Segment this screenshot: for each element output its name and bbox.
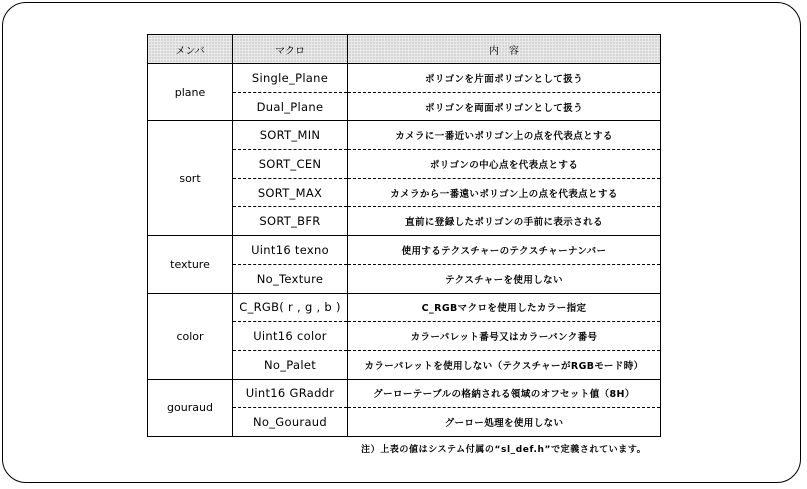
description-cell: グーロー処理を使用しない [348,408,661,437]
table-row [148,379,661,408]
macro-cell: Uint16 GRaddr [233,379,348,408]
table-row [148,236,661,265]
member-cell: gouraud [148,379,233,436]
description-cell: ポリゴンの中心点を代表点とする [348,150,661,179]
table-row [148,121,661,150]
macro-cell: No_Palet [233,350,348,379]
description-cell: テクスチャーを使用しない [348,264,661,293]
description-cell: グーローテーブルの格納される領域のオフセット値（8H） [348,379,661,408]
description-cell: ポリゴンを片面ポリゴンとして扱う [348,64,661,93]
macro-cell: C_RGB( r , g , b ) [233,293,348,322]
macro-cell: No_Gouraud [233,408,348,437]
macro-cell: Dual_Plane [233,92,348,121]
description-cell: C_RGBマクロを使用したカラー指定 [348,293,661,322]
macro-cell: SORT_BFR [233,207,348,236]
macro-cell: Single_Plane [233,64,348,93]
macro-cell: SORT_CEN [233,150,348,179]
member-cell: texture [148,236,233,293]
description-cell: カラーパレット番号又はカラーバンク番号 [348,322,661,351]
header-description: 内 容 [348,35,661,64]
macro-cell: Uint16 texno [233,236,348,265]
table-header-row [148,35,661,64]
description-cell: 直前に登録したポリゴンの手前に表示される [348,207,661,236]
description-cell: 使用するテクスチャーのテクスチャーナンバー [348,236,661,265]
description-cell: カメラから一番遠いポリゴン上の点を代表点とする [348,178,661,207]
member-cell: plane [148,64,233,121]
description-cell: ポリゴンを両面ポリゴンとして扱う [348,92,661,121]
member-cell: sort [148,121,233,236]
member-cell: color [148,293,233,379]
table-row [148,64,661,93]
table-row [148,293,661,322]
attribute-table [147,34,661,437]
description-cell: カメラに一番近いポリゴン上の点を代表点とする [348,121,661,150]
header-member: メンバ [148,35,233,64]
macro-cell: SORT_MAX [233,178,348,207]
macro-cell: Uint16 color [233,322,348,351]
macro-cell: No_Texture [233,264,348,293]
header-macro: マクロ [233,35,348,64]
description-cell: カラーパレットを使用しない（テクスチャーがRGBモード時） [348,350,661,379]
footnote: 注）上表の値はシステム付属の“sl_def.h”で定義されています。 [361,445,647,455]
macro-cell: SORT_MIN [233,121,348,150]
